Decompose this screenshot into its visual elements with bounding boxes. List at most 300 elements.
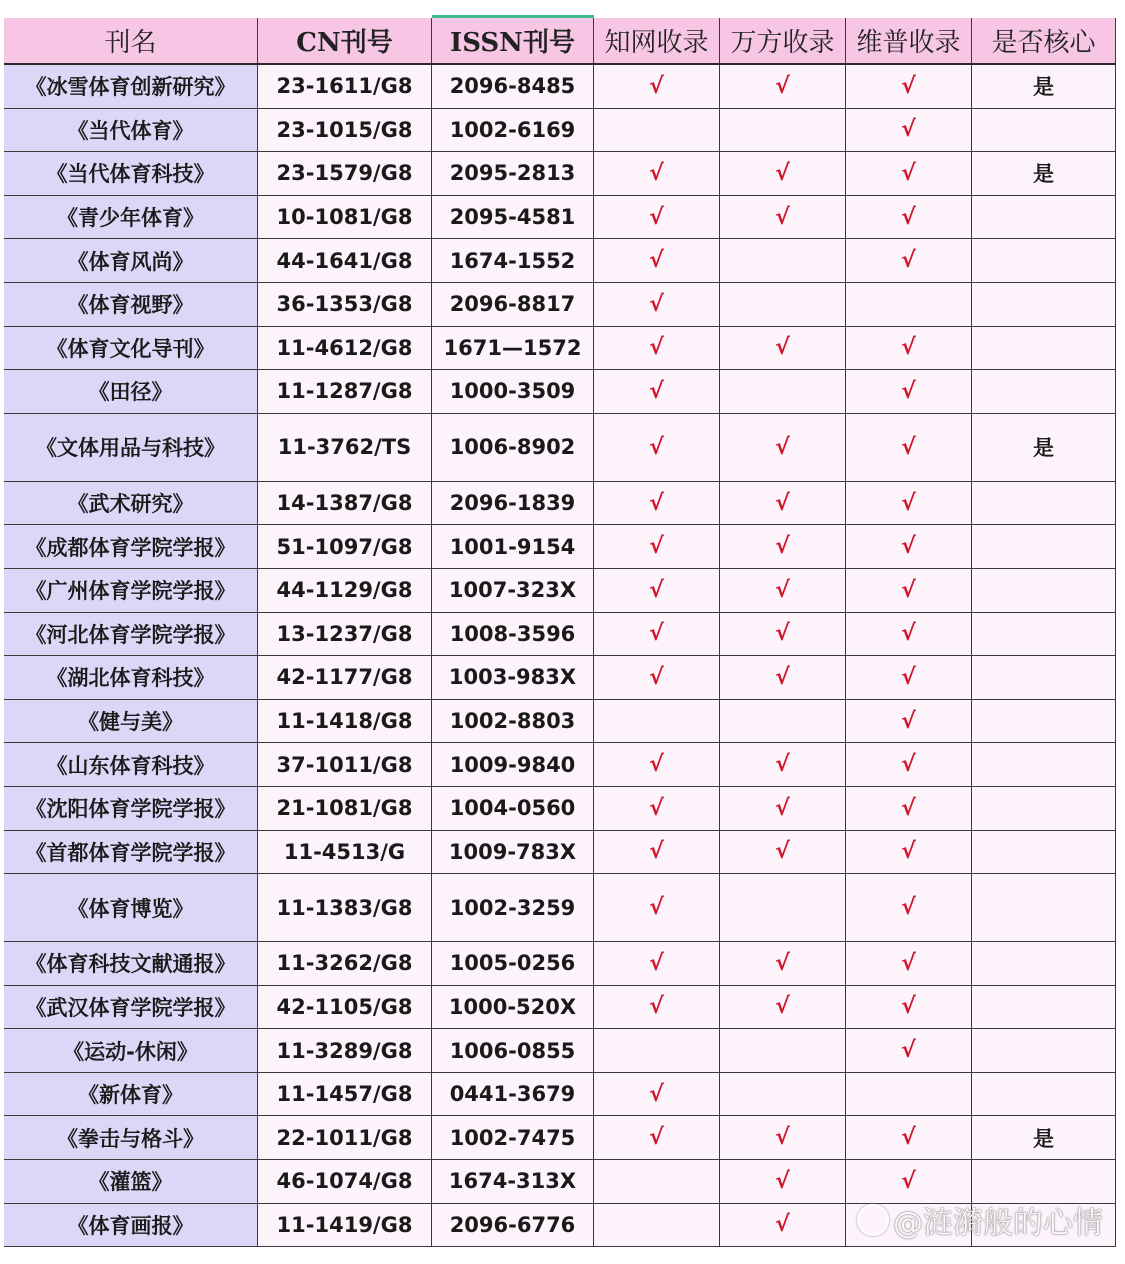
issn-number-cell-text: 1002-8803: [449, 709, 576, 734]
core-journal-cell: [972, 569, 1116, 612]
table-row: [4, 1116, 1116, 1160]
check-mark-icon: √: [649, 490, 664, 516]
check-mark-icon: √: [901, 795, 916, 821]
cnki-indexed-cell: [594, 656, 720, 699]
journal-name-cell: [4, 327, 258, 370]
core-journal-cell: [972, 482, 1116, 525]
cn-number-cell-text: 11-4513/G: [283, 839, 406, 864]
issn-number-cell-text: 2096-8485: [449, 74, 576, 99]
check-mark-icon: √: [649, 248, 664, 274]
header-core: 是否核心: [972, 18, 1116, 63]
issn-number-cell: [432, 196, 594, 239]
check-mark-icon: √: [901, 204, 916, 230]
table-row: [4, 942, 1116, 986]
wanfang-indexed-cell: [720, 831, 846, 874]
vip-indexed-cell: [846, 700, 972, 743]
cn-number-cell: [258, 656, 432, 699]
cn-number-cell-text: 10-1081/G8: [276, 205, 413, 230]
issn-number-cell: [432, 787, 594, 830]
cnki-indexed-cell: [594, 1073, 720, 1116]
vip-indexed-cell: [846, 1160, 972, 1203]
core-journal-cell: [972, 1116, 1116, 1159]
check-mark-icon: √: [901, 490, 916, 516]
issn-number-cell-text: 1002-3259: [449, 895, 576, 920]
journal-name-cell: [4, 1160, 258, 1203]
issn-number-cell: [432, 525, 594, 568]
vip-indexed-cell: [846, 986, 972, 1029]
journal-name-cell-text: 《当代体育科技》: [46, 162, 215, 187]
cn-number-cell: [258, 1029, 432, 1072]
vip-indexed-cell: [846, 656, 972, 699]
cn-number-cell-text: 23-1579/G8: [276, 161, 413, 186]
journal-name-cell-text: 《体育博览》: [67, 896, 194, 921]
journal-name-cell: [4, 152, 258, 195]
wanfang-indexed-cell: [720, 569, 846, 612]
table-row: [4, 1029, 1116, 1073]
cn-number-cell-text: 11-3289/G8: [276, 1038, 413, 1063]
core-journal-cell: [972, 525, 1116, 568]
check-mark-icon: √: [649, 291, 664, 317]
issn-number-cell: [432, 65, 594, 108]
check-mark-icon: √: [901, 160, 916, 186]
table-row: [4, 152, 1116, 196]
table-row: [4, 656, 1116, 700]
cn-number-cell-text: 21-1081/G8: [276, 796, 413, 821]
check-mark-icon: √: [901, 117, 916, 143]
wanfang-indexed-cell: [720, 327, 846, 370]
wanfang-indexed-cell: [720, 283, 846, 326]
vip-indexed-cell: [846, 152, 972, 195]
header-wanfang: 万方收录: [720, 18, 846, 63]
check-mark-icon: √: [901, 664, 916, 690]
check-mark-icon: √: [775, 621, 790, 647]
check-mark-icon: √: [775, 795, 790, 821]
journal-name-cell: [4, 482, 258, 525]
issn-number-cell-text: 1001-9154: [449, 534, 576, 559]
wanfang-indexed-cell: [720, 1160, 846, 1203]
cn-number-cell-text: 11-1383/G8: [276, 895, 413, 920]
core-journal-cell: [972, 700, 1116, 743]
journal-name-cell-text: 《广州体育学院学报》: [25, 579, 236, 604]
cnki-indexed-cell: [594, 370, 720, 413]
journal-name-cell: [4, 1116, 258, 1159]
wanfang-indexed-cell: [720, 65, 846, 108]
journal-name-cell: [4, 700, 258, 743]
core-journal-cell: [972, 65, 1116, 108]
journal-name-cell: [4, 283, 258, 326]
journal-name-cell: [4, 109, 258, 152]
table-row: [4, 414, 1116, 482]
vip-indexed-cell: [846, 1116, 972, 1159]
cnki-indexed-cell: [594, 743, 720, 786]
check-mark-icon: √: [775, 204, 790, 230]
core-journal-cell: [972, 414, 1116, 481]
check-mark-icon: √: [901, 577, 916, 603]
cn-number-cell-text: 11-1418/G8: [276, 709, 413, 734]
cn-number-cell: [258, 569, 432, 612]
cn-number-cell: [258, 196, 432, 239]
cn-number-cell: [258, 239, 432, 282]
core-journal-cell: [972, 986, 1116, 1029]
journal-table: [4, 18, 1116, 1247]
cn-number-cell: [258, 613, 432, 656]
core-journal-cell: [972, 874, 1116, 941]
issn-number-cell: [432, 414, 594, 481]
journal-name-cell-text: 《新体育》: [78, 1083, 183, 1108]
vip-indexed-cell: [846, 1029, 972, 1072]
check-mark-icon: √: [775, 534, 790, 560]
journal-name-cell-text: 《沈阳体育学院学报》: [25, 797, 236, 822]
check-mark-icon: √: [649, 335, 664, 361]
cn-number-cell: [258, 787, 432, 830]
issn-number-cell-text: 1006-0855: [449, 1038, 576, 1063]
journal-name-cell: [4, 874, 258, 941]
check-mark-icon: √: [901, 248, 916, 274]
issn-number-cell-text: 1004-0560: [449, 796, 576, 821]
wanfang-indexed-cell: [720, 700, 846, 743]
journal-name-cell-text: 《灌篮》: [88, 1170, 173, 1195]
journal-name-cell-text: 《体育画报》: [67, 1213, 194, 1238]
issn-number-cell: [432, 327, 594, 370]
issn-number-cell: [432, 1160, 594, 1203]
check-mark-icon: √: [901, 1168, 916, 1194]
check-mark-icon: √: [901, 621, 916, 647]
core-journal-cell: [972, 327, 1116, 370]
journal-name-cell-text: 《武术研究》: [67, 492, 194, 517]
table-row: [4, 283, 1116, 327]
issn-number-cell: [432, 283, 594, 326]
header-cnki: 知网收录: [594, 18, 720, 63]
check-mark-icon: √: [901, 895, 916, 921]
cnki-indexed-cell: [594, 986, 720, 1029]
issn-number-cell: [432, 1116, 594, 1159]
journal-name-cell: [4, 65, 258, 108]
cnki-indexed-cell: [594, 65, 720, 108]
check-mark-icon: √: [901, 839, 916, 865]
check-mark-icon: √: [901, 708, 916, 734]
journal-name-cell-text: 《田径》: [88, 380, 173, 405]
check-mark-icon: √: [649, 950, 664, 976]
vip-indexed-cell: [846, 370, 972, 413]
check-mark-icon: √: [649, 994, 664, 1020]
issn-number-cell: [432, 569, 594, 612]
vip-indexed-cell: [846, 196, 972, 239]
issn-number-cell-text: 2096-1839: [449, 491, 576, 516]
cnki-indexed-cell: [594, 1029, 720, 1072]
check-mark-icon: √: [649, 577, 664, 603]
check-mark-icon: √: [649, 1081, 664, 1107]
wanfang-indexed-cell: [720, 482, 846, 525]
cn-number-cell: [258, 283, 432, 326]
check-mark-icon: √: [901, 950, 916, 976]
vip-indexed-cell: [846, 942, 972, 985]
journal-name-cell: [4, 1073, 258, 1116]
issn-number-cell-text: 1009-783X: [448, 839, 577, 864]
check-mark-icon: √: [901, 994, 916, 1020]
issn-number-cell: [432, 831, 594, 874]
check-mark-icon: √: [901, 534, 916, 560]
cn-number-cell: [258, 743, 432, 786]
core-journal-cell: [972, 152, 1116, 195]
journal-name-cell-text: 《当代体育》: [67, 118, 194, 143]
cnki-indexed-cell: [594, 569, 720, 612]
watermark-logo-icon: [857, 1204, 889, 1236]
cn-number-cell: [258, 831, 432, 874]
core-journal-cell: [972, 1160, 1116, 1203]
journal-name-cell-text: 《拳击与格斗》: [57, 1126, 204, 1151]
cn-number-cell: [258, 1116, 432, 1159]
cnki-indexed-cell: [594, 874, 720, 941]
issn-number-cell: [432, 700, 594, 743]
check-mark-icon: √: [649, 73, 664, 99]
vip-indexed-cell: [846, 1073, 972, 1116]
journal-name-cell: [4, 831, 258, 874]
check-mark-icon: √: [901, 73, 916, 99]
table-row: [4, 986, 1116, 1030]
cn-number-cell-text: 37-1011/G8: [276, 752, 413, 777]
wanfang-indexed-cell: [720, 1073, 846, 1116]
check-mark-icon: √: [901, 752, 916, 778]
issn-number-cell-text: 2095-4581: [449, 205, 576, 230]
table-row: [4, 613, 1116, 657]
issn-number-cell-text: 1006-8902: [449, 435, 576, 460]
journal-name-cell: [4, 656, 258, 699]
core-label: 是: [1033, 436, 1054, 461]
journal-name-cell-text: 《青少年体育》: [57, 206, 204, 231]
issn-number-cell-text: 1002-6169: [449, 117, 576, 142]
check-mark-icon: √: [775, 1212, 790, 1238]
table-row: [4, 831, 1116, 875]
wanfang-indexed-cell: [720, 196, 846, 239]
cn-number-cell-text: 13-1237/G8: [276, 621, 413, 646]
journal-name-cell-text: 《体育科技文献通报》: [25, 952, 236, 977]
check-mark-icon: √: [649, 534, 664, 560]
cn-number-cell-text: 11-3762/TS: [277, 435, 412, 460]
vip-indexed-cell: [846, 327, 972, 370]
issn-number-cell-text: 1005-0256: [449, 951, 576, 976]
table-row: [4, 196, 1116, 240]
table-row: [4, 874, 1116, 942]
check-mark-icon: √: [901, 434, 916, 460]
core-journal-cell: [972, 656, 1116, 699]
journal-name-cell: [4, 942, 258, 985]
cnki-indexed-cell: [594, 1116, 720, 1159]
core-journal-cell: [972, 370, 1116, 413]
issn-number-cell-text: 1008-3596: [449, 621, 576, 646]
wanfang-indexed-cell: [720, 1029, 846, 1072]
check-mark-icon: √: [901, 378, 916, 404]
cnki-indexed-cell: [594, 787, 720, 830]
check-mark-icon: √: [775, 1168, 790, 1194]
core-journal-cell: [972, 787, 1116, 830]
issn-number-cell: [432, 1204, 594, 1247]
wanfang-indexed-cell: [720, 414, 846, 481]
issn-number-cell: [432, 370, 594, 413]
table-row: [4, 569, 1116, 613]
wanfang-indexed-cell: [720, 152, 846, 195]
cnki-indexed-cell: [594, 831, 720, 874]
journal-name-cell: [4, 239, 258, 282]
cn-number-cell: [258, 109, 432, 152]
cnki-indexed-cell: [594, 1160, 720, 1203]
issn-number-cell-text: 1009-9840: [449, 752, 576, 777]
issn-number-cell: [432, 109, 594, 152]
table-row: [4, 743, 1116, 787]
check-mark-icon: √: [775, 664, 790, 690]
issn-number-cell: [432, 152, 594, 195]
cn-number-cell-text: 22-1011/G8: [276, 1125, 413, 1150]
vip-indexed-cell: [846, 874, 972, 941]
vip-indexed-cell: [846, 283, 972, 326]
check-mark-icon: √: [775, 434, 790, 460]
cn-number-cell: [258, 986, 432, 1029]
issn-number-cell-text: 1671—1572: [443, 335, 582, 360]
vip-indexed-cell: [846, 482, 972, 525]
cn-number-cell-text: 23-1611/G8: [276, 74, 413, 99]
check-mark-icon: √: [901, 1038, 916, 1064]
cnki-indexed-cell: [594, 525, 720, 568]
cn-number-cell-text: 42-1105/G8: [276, 994, 413, 1019]
core-label: 是: [1033, 162, 1054, 187]
wanfang-indexed-cell: [720, 1116, 846, 1159]
journal-name-cell-text: 《山东体育科技》: [46, 753, 215, 778]
cnki-indexed-cell: [594, 283, 720, 326]
core-label: 是: [1033, 75, 1054, 100]
cn-number-cell: [258, 1073, 432, 1116]
vip-indexed-cell: [846, 239, 972, 282]
journal-name-cell-text: 《体育视野》: [67, 293, 194, 318]
check-mark-icon: √: [649, 895, 664, 921]
vip-indexed-cell: [846, 743, 972, 786]
journal-name-cell-text: 《成都体育学院学报》: [25, 535, 236, 560]
issn-number-cell-text: 1002-7475: [449, 1125, 576, 1150]
cn-number-cell-text: 11-3262/G8: [276, 951, 413, 976]
cn-number-cell: [258, 1160, 432, 1203]
wanfang-indexed-cell: [720, 370, 846, 413]
journal-name-cell-text: 《武汉体育学院学报》: [25, 995, 236, 1020]
table-row: [4, 1073, 1116, 1117]
wanfang-indexed-cell: [720, 239, 846, 282]
cn-number-cell-text: 11-1287/G8: [276, 379, 413, 404]
table-row: [4, 525, 1116, 569]
issn-number-cell: [432, 743, 594, 786]
core-journal-cell: [972, 613, 1116, 656]
cn-number-cell: [258, 370, 432, 413]
cnki-indexed-cell: [594, 152, 720, 195]
check-mark-icon: √: [649, 204, 664, 230]
cn-number-cell-text: 44-1129/G8: [276, 578, 413, 603]
issn-number-cell-text: 1003-983X: [448, 665, 577, 690]
cnki-indexed-cell: [594, 196, 720, 239]
check-mark-icon: √: [775, 994, 790, 1020]
header-issn: ISSN刊号: [432, 18, 594, 63]
journal-name-cell: [4, 414, 258, 481]
issn-number-cell-text: 1000-520X: [448, 994, 577, 1019]
check-mark-icon: √: [649, 795, 664, 821]
cn-number-cell-text: 11-4612/G8: [276, 335, 413, 360]
check-mark-icon: √: [775, 335, 790, 361]
table-row: [4, 65, 1116, 109]
journal-name-cell: [4, 613, 258, 656]
core-journal-cell: [972, 283, 1116, 326]
journal-name-cell-text: 《文体用品与科技》: [36, 436, 225, 461]
cnki-indexed-cell: [594, 1204, 720, 1247]
issn-number-cell: [432, 482, 594, 525]
header-name: 刊名: [4, 18, 258, 63]
core-journal-cell: [972, 109, 1116, 152]
journal-name-cell-text: 《体育文化导刊》: [46, 336, 215, 361]
issn-number-cell: [432, 1073, 594, 1116]
cn-number-cell-text: 42-1177/G8: [276, 665, 413, 690]
header-cn: CN刊号: [258, 18, 432, 63]
cn-number-cell: [258, 700, 432, 743]
issn-number-cell: [432, 874, 594, 941]
cn-number-cell-text: 14-1387/G8: [276, 491, 413, 516]
check-mark-icon: √: [901, 1125, 916, 1151]
table-row: [4, 109, 1116, 153]
journal-name-cell-text: 《河北体育学院学报》: [25, 622, 236, 647]
check-mark-icon: √: [775, 490, 790, 516]
wanfang-indexed-cell: [720, 525, 846, 568]
wanfang-indexed-cell: [720, 613, 846, 656]
cn-number-cell: [258, 874, 432, 941]
vip-indexed-cell: [846, 787, 972, 830]
core-journal-cell: [972, 831, 1116, 874]
wanfang-indexed-cell: [720, 743, 846, 786]
core-journal-cell: [972, 196, 1116, 239]
check-mark-icon: √: [649, 434, 664, 460]
cn-number-cell: [258, 525, 432, 568]
check-mark-icon: √: [649, 752, 664, 778]
cn-number-cell: [258, 482, 432, 525]
cnki-indexed-cell: [594, 482, 720, 525]
check-mark-icon: √: [775, 577, 790, 603]
cnki-indexed-cell: [594, 414, 720, 481]
cn-number-cell-text: 11-1457/G8: [276, 1082, 413, 1107]
issn-number-cell-text: 2095-2813: [449, 161, 576, 186]
check-mark-icon: √: [649, 621, 664, 647]
cn-number-cell-text: 23-1015/G8: [276, 117, 413, 142]
journal-name-cell: [4, 743, 258, 786]
cn-number-cell-text: 11-1419/G8: [276, 1212, 413, 1237]
cn-number-cell: [258, 327, 432, 370]
wanfang-indexed-cell: [720, 787, 846, 830]
table-row: [4, 482, 1116, 526]
core-journal-cell: [972, 942, 1116, 985]
issn-number-cell-text: 1674-1552: [449, 248, 576, 273]
core-journal-cell: [972, 1029, 1116, 1072]
check-mark-icon: √: [649, 839, 664, 865]
issn-number-cell-text: 2096-8817: [449, 292, 576, 317]
cn-number-cell-text: 36-1353/G8: [276, 292, 413, 317]
cnki-indexed-cell: [594, 942, 720, 985]
check-mark-icon: √: [775, 160, 790, 186]
wanfang-indexed-cell: [720, 942, 846, 985]
cn-number-cell-text: 44-1641/G8: [276, 248, 413, 273]
vip-indexed-cell: [846, 831, 972, 874]
table-header-row: [4, 18, 1116, 65]
table-row: [4, 327, 1116, 371]
journal-name-cell-text: 《冰雪体育创新研究》: [25, 75, 236, 100]
check-mark-icon: √: [775, 752, 790, 778]
cnki-indexed-cell: [594, 613, 720, 656]
table-row: [4, 370, 1116, 414]
journal-name-cell-text: 《健与美》: [78, 710, 183, 735]
watermark-text: @涟漪般的心情: [893, 1206, 1103, 1241]
issn-number-cell: [432, 986, 594, 1029]
journal-name-cell: [4, 196, 258, 239]
journal-name-cell: [4, 1204, 258, 1247]
